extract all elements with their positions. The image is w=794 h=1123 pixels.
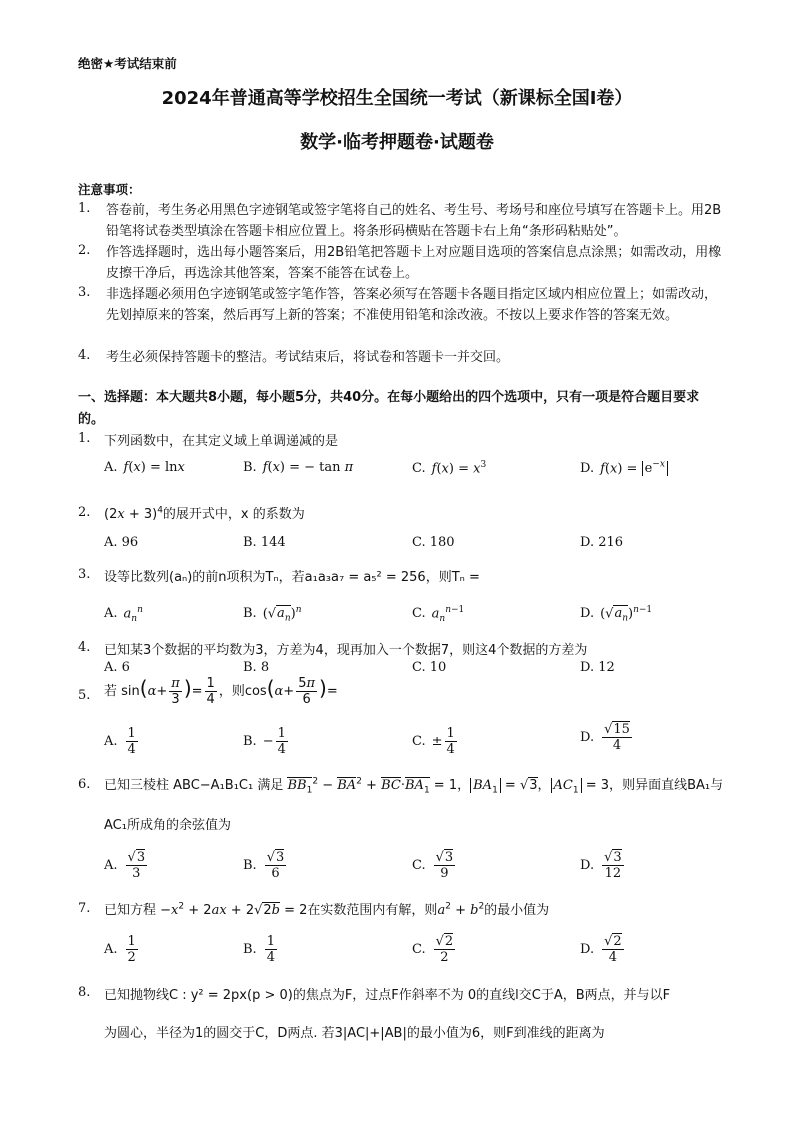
section-heading: 一、选择题：本大题共8小题，每小题5分，共40分。在每小题给出的四个选项中，只有一项是符合题目要求的。 xyxy=(78,390,700,427)
note-item: 作答选择题时，选出每小题答案后，用2B铅笔把答题卡上对应题目选项的答案信息点涂黑；如需改动，用橡皮擦干净后，再选涂其他答案，答案不能答在试卷上。 xyxy=(106,245,722,281)
note-item: 非选择题必须用色字迹钢笔或签字笔作答，答案必须写在答题卡各题目指定区域内相应位置上；如需改动，先划掉原来的答案，然后再写上新的答案；不准使用铅笔和涂改液。不按以上要求作答的答案无效。 xyxy=(106,287,718,323)
question-stem: 设等比数列(aₙ)的前n项积为Tₙ，若a₁a₃a₇ = a₅² = 256，则Tₙ = xyxy=(104,570,480,585)
option-d: D. 12 xyxy=(580,660,615,675)
option-a: A. $a_n^n$ xyxy=(104,605,143,624)
confidential-label: 绝密★考试结束前 xyxy=(78,56,177,71)
option-c: C. 10 xyxy=(412,660,447,675)
option-b: B. $\frac{√3}{6}$ xyxy=(243,850,285,881)
option-d: D. $\frac{√15}{4}$ xyxy=(580,722,630,753)
option-a: A. 6 xyxy=(104,660,130,675)
option-d: D. $(√a_n)^{n-1}$ xyxy=(580,605,653,624)
option-c: C. $a_n^{n-1}$ xyxy=(412,605,465,624)
option-a: A. $\frac{1}{4}$ xyxy=(104,726,136,757)
option-d: D. 216 xyxy=(580,535,624,550)
question-number: 4. xyxy=(78,640,91,655)
question-stem: 若 sin(α+ $\frac{\pi}{3}$ )= $\frac{1}{4}$ ，则cos(α+ $\frac{5\pi}{6}$ )= xyxy=(104,676,338,707)
question-stem: 已知抛物线C : y² = 2px(p > 0)的焦点为F，过点F作斜率不为 0的直线l交C于A，B两点，并与以F xyxy=(104,988,671,1003)
exam-subtitle: 数学·临考押题卷·试题卷 xyxy=(300,132,494,153)
note-item: 考生必须保持答题卡的整洁。考试结束后，将试卷和答题卡一并交回。 xyxy=(106,350,510,365)
question-stem: 下列函数中，在其定义域上单调递减的是 xyxy=(104,434,339,449)
question-number: 7. xyxy=(78,901,91,916)
option-c: C. $f(x) = x^3$ xyxy=(412,460,487,477)
option-b: B. 144 xyxy=(243,535,286,550)
note-number: 4. xyxy=(78,348,91,363)
note-number: 3. xyxy=(78,285,91,300)
question-stem-line2: AC₁所成角的余弦值为 xyxy=(104,818,231,833)
option-c: C. $\frac{√2}{2}$ xyxy=(412,934,454,965)
notes-heading: 注意事项： xyxy=(78,182,141,197)
exam-title: 2024年普通高等学校招生全国统一考试（新课标全国Ⅰ卷） xyxy=(161,88,633,109)
question-stem-line2: 为圆心，半径为1的圆交于C，D两点. 若3|AC|+|AB|的最小值为6，则F到准线的距离为 xyxy=(104,1026,605,1041)
question-number: 8. xyxy=(78,985,91,1000)
question-number: 1. xyxy=(78,431,91,446)
question-number: 3. xyxy=(78,567,91,582)
note-number: 2. xyxy=(78,243,91,258)
option-b: B. − $\frac{1}{4}$ xyxy=(243,726,286,757)
option-a: A. 96 xyxy=(104,535,139,550)
question-number: 6. xyxy=(78,777,91,792)
option-a: A. $\frac{1}{2}$ xyxy=(104,934,136,965)
option-d: D. $\frac{√3}{12}$ xyxy=(580,850,622,881)
note-number: 1. xyxy=(78,201,91,216)
option-a: A. f(x) = lnx xyxy=(104,460,185,475)
option-c: C. ± $\frac{1}{4}$ xyxy=(412,726,455,757)
question-stem: 已知方程 $-x^2 + 2ax + 2√2b = 2$在实数范围内有解，则$a^2 + b^2$的最小值为 xyxy=(104,901,550,918)
option-b: B. 8 xyxy=(243,660,270,675)
question-number: 2. xyxy=(78,505,91,520)
option-c: C. $\frac{√3}{9}$ xyxy=(412,850,454,881)
option-b: B. f(x) = − tan π xyxy=(243,460,354,475)
question-stem: $(2x + 3)^4$的展开式中，x 的系数为 xyxy=(104,505,305,522)
note-item: 答卷前，考生务必用黑色字迹钢笔或签字笔将自己的姓名、考生号、考场号和座位号填写在答题卡上。用2B铅笔将试卷类型填涂在答题卡相应位置上。将条形码横贴在答题卡右上角“条形码粘贴处”。 xyxy=(106,203,722,239)
option-a: A. $\frac{√3}{3}$ xyxy=(104,850,146,881)
option-d: D. $\frac{√2}{4}$ xyxy=(580,934,622,965)
option-b: B. $\frac{1}{4}$ xyxy=(243,934,275,965)
option-b: B. $(√a_n)^n$ xyxy=(243,605,302,624)
question-number: 5. xyxy=(78,688,91,703)
question-stem: 已知三棱柱 ABC−A₁B₁C₁ 满足 $BB_1^2 - BA^2 + BC\cdot BA_1 = 1$， $BA_1 = √3$， $AC_1 = 3$，则异面直线BA₁与 xyxy=(104,776,724,796)
question-stem: 已知某3个数据的平均数为3，方差为4，现再加入一个数据7，则这4个数据的方差为 xyxy=(104,643,588,658)
option-c: C. 180 xyxy=(412,535,455,550)
option-d: D. $f(x) = e^{-x}$ xyxy=(580,460,668,476)
